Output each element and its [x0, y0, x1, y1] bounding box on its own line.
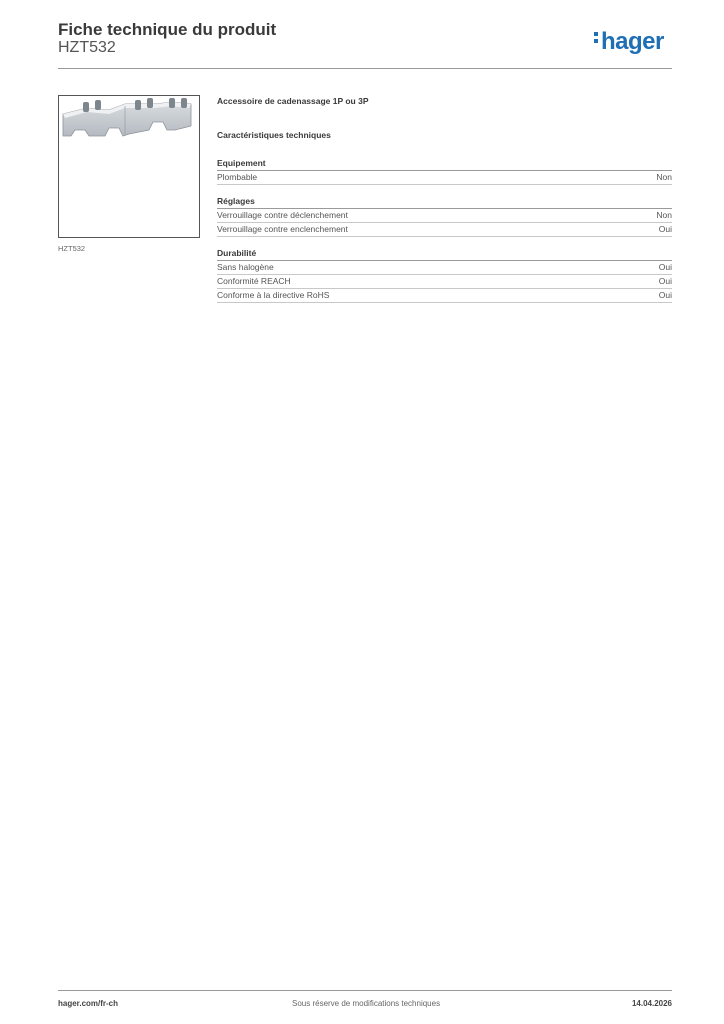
section-reglages — [217, 196, 672, 237]
spec-row — [217, 261, 672, 275]
footer-date: 14.04.2026 — [631, 999, 672, 1008]
footer-divider — [58, 990, 672, 991]
spec-value: Oui — [658, 224, 672, 234]
spec-value: Non — [656, 172, 672, 182]
spec-row — [217, 289, 672, 303]
page-title: Fiche technique du produit — [58, 20, 277, 39]
spec-value: Oui — [658, 262, 672, 272]
logo-text: hager — [601, 28, 664, 55]
section-durabilite — [217, 248, 672, 303]
product-reference: HZT532 — [58, 39, 116, 56]
spec-label: Sans halogène — [217, 262, 274, 272]
spec-content — [217, 96, 672, 303]
product-image — [59, 96, 199, 237]
product-image-caption: HZT532 — [58, 244, 86, 253]
spec-row — [217, 275, 672, 289]
spec-value: Non — [656, 210, 672, 220]
logo-dots-icon — [594, 29, 599, 46]
spec-label: Conformité REACH — [217, 276, 291, 286]
footer-website-link[interactable]: hager.com/fr-ch — [58, 999, 119, 1008]
spec-label: Plombable — [217, 172, 258, 182]
spec-row — [217, 223, 672, 237]
header-divider — [58, 68, 672, 69]
product-image-frame — [58, 95, 200, 238]
footer-disclaimer: Sous réserve de modifications techniques — [292, 999, 441, 1008]
spec-row — [217, 171, 672, 185]
spec-value: Oui — [658, 290, 672, 300]
spec-row — [217, 209, 672, 223]
spec-label: Verrouillage contre déclenchement — [217, 210, 348, 220]
section-title: Durabilité — [217, 248, 672, 261]
spec-label: Conforme à la directive RoHS — [217, 290, 330, 300]
spec-value: Oui — [658, 276, 672, 286]
spec-label: Verrouillage contre enclenchement — [217, 224, 348, 234]
section-title: Equipement — [217, 158, 672, 171]
hager-logo — [594, 28, 664, 56]
product-name: Accessoire de cadenassage 1P ou 3P — [217, 96, 369, 106]
spec-heading: Caractéristiques techniques — [217, 130, 331, 140]
section-equipement — [217, 158, 672, 185]
section-title: Réglages — [217, 196, 672, 209]
